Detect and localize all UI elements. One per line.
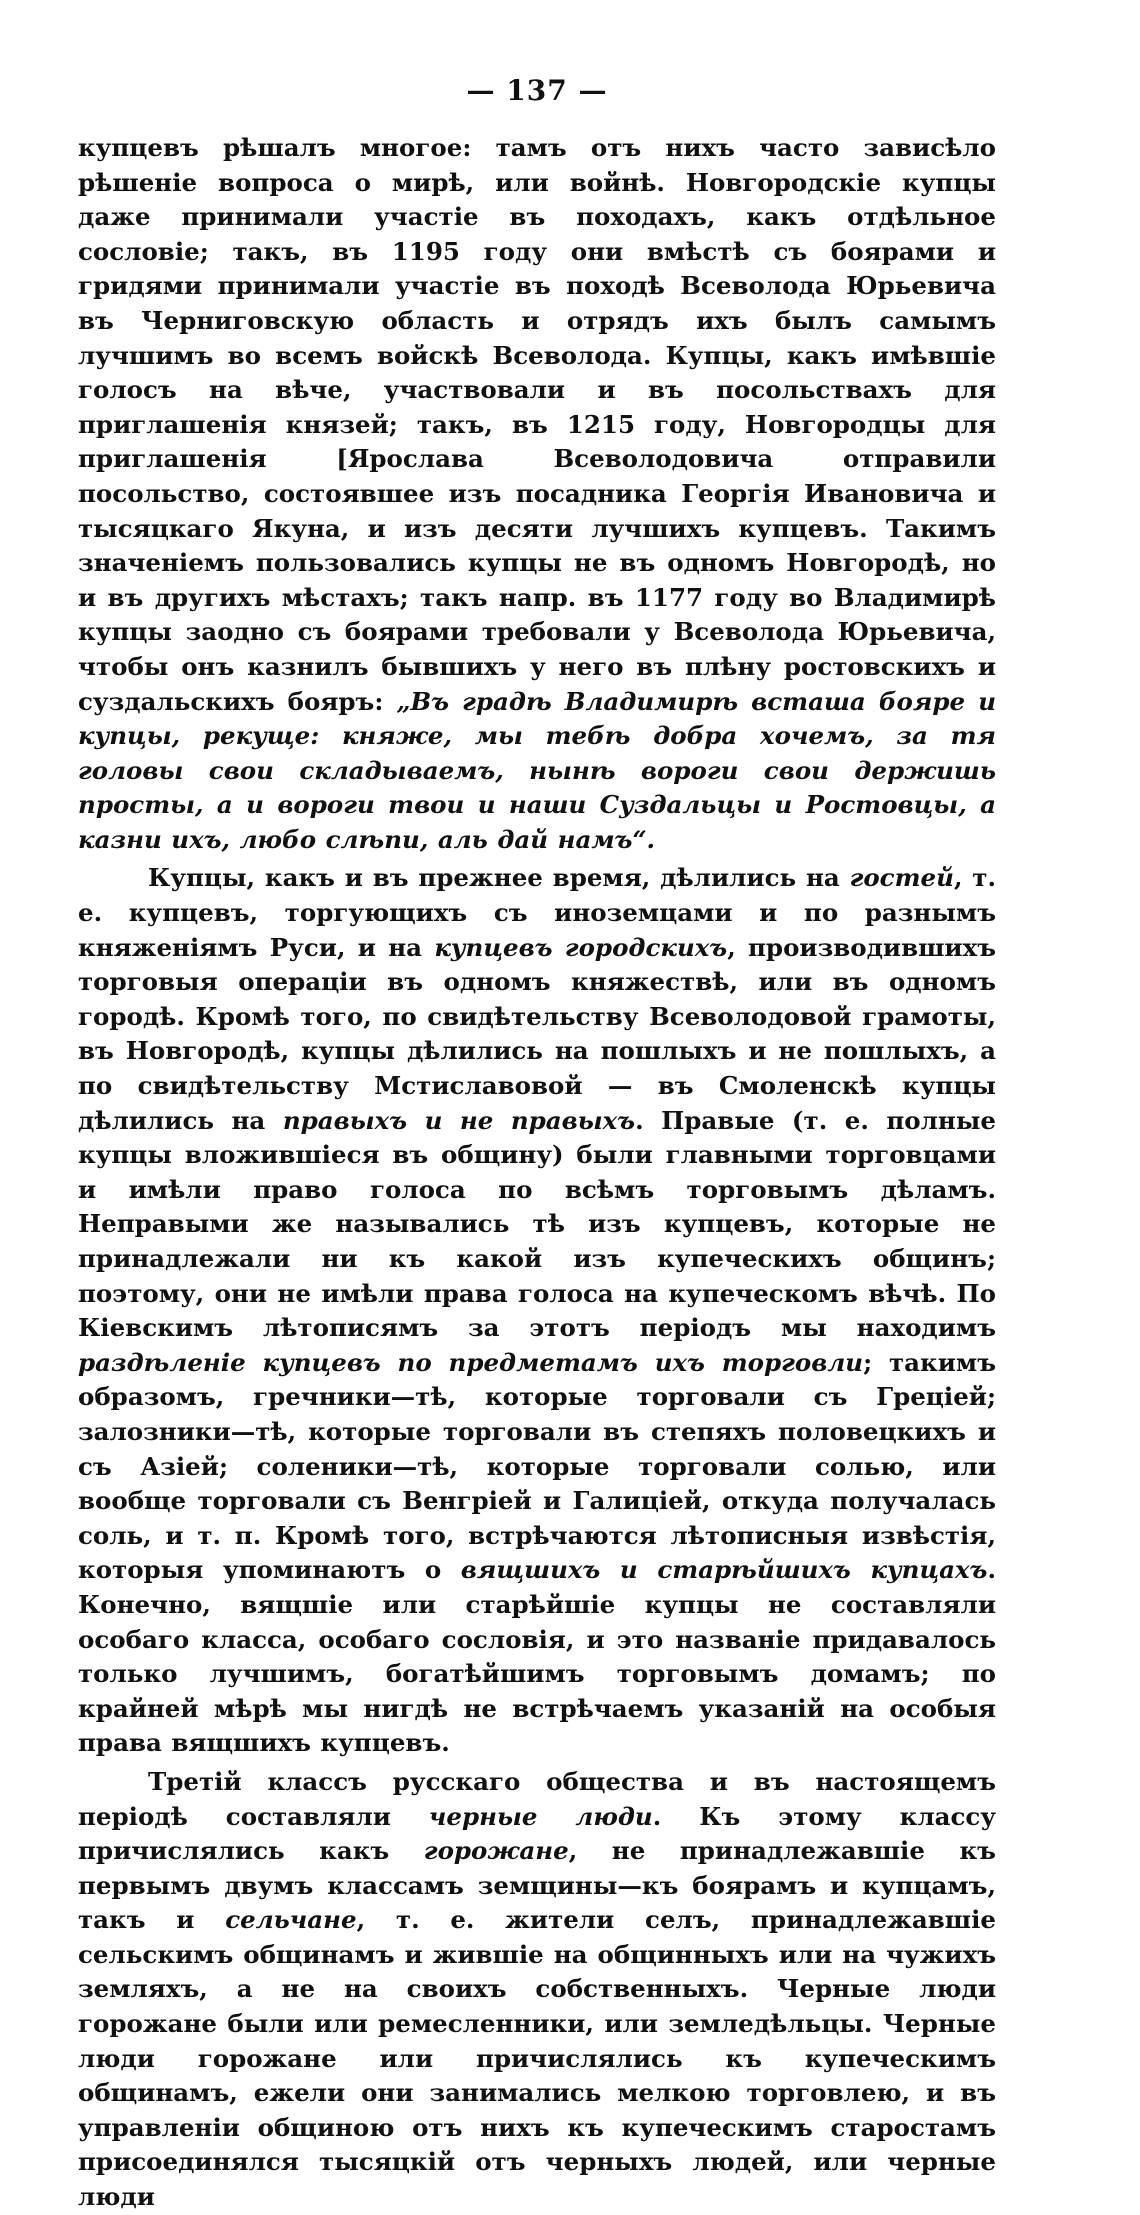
italic-text-segment: купцевъ городскихъ [434,932,728,962]
text-segment: купцевъ рѣшалъ многое: тамъ отъ нихъ часто зависѣло рѣшеніе вопроса о мирѣ, или войнѣ. Новгородскіе купцы даже принимали участіе въ походахъ, какъ отдѣльное сословіе; такъ, въ 1195 году они вмѣстѣ съ боярами и гридями принимали участіе въ походѣ Всеволода Юрьевича въ Черниговскую область и отрядъ ихъ былъ самымъ лучшимъ во всемъ войскѣ Всеволода. Купцы, какъ имѣвшіе голосъ на вѣче, участвовали и въ посольствахъ для приглашенія князей; такъ, въ 1215 году, Новгородцы для приглашенія [Ярослава Всеволодовича отправили посольство, состоявшее изъ посадника Георгія Ивановича и тысяцкаго Якуна, и изъ десяти лучшихъ купцевъ. Такимъ значеніемъ пользовались купцы не въ одномъ Новгородѣ, но и въ другихъ мѣстахъ; такъ напр. въ 1177 году во Владимирѣ купцы заодно съ боярами требовали у Всеволода Юрьевича, чтобы онъ казнилъ бывшихъ у него въ плѣну ростовскихъ и суздальскихъ бояръ: [78,133,996,716]
text-segment: . Къ этому классу причислялись какъ [78,1801,996,1866]
text-segment: , т. е. купцевъ, торгующихъ съ иноземцами и по разнымъ княженіямъ Руси, и на [78,863,996,962]
italic-text-segment: „Въ градѣ Владимирѣ всташа бояре и купцы, рекуще: княже, мы тебѣ добра хочемъ, за тя головы свои складываемъ, нынѣ вороги свои держишь просты, а и вороги твои и наши Суздальцы и Ростовцы, а казни ихъ, любо слѣпи, аль дай намъ“. [78,686,997,854]
paragraph [78,1765,996,2215]
text-segment: , не принадлежавшіе къ первымъ двумъ классамъ земщины—къ боярамъ и купцамъ, такъ и [78,1836,996,1935]
italic-text-segment: правыхъ и не правыхъ [282,1105,636,1135]
italic-text-segment: сельчане [225,1905,357,1935]
text-segment: Третій классъ русскаго общества и въ настоящемъ періодѣ составляли [78,1766,996,1831]
page-text-body [78,131,996,2215]
text-segment: , производившихъ торговыя операціи въ одномъ княжествѣ, или въ одномъ городѣ. Кромѣ того, по свидѣтельству Всеволодовой грамоты, въ Новгородѣ, купцы дѣлились на пошлыхъ и не пошлыхъ, а по свидѣтельству Мстиславовой — въ Смоленскѣ купцы дѣлились на [78,932,997,1135]
paragraph [78,131,996,857]
italic-text-segment: вящшихъ и старѣйшихъ купцахъ [460,1555,988,1585]
paragraph [78,861,996,1760]
italic-text-segment: гостей [849,863,954,893]
italic-text-segment: черные люди [428,1801,653,1831]
text-segment: ; такимъ образомъ, гречники—тѣ, которые торговали съ Греціей; залозники—тѣ, которые торговали въ степяхъ половецкихъ и съ Азіей; соленики—тѣ, которые торговали солью, или вообще торговали съ Венгріей и Галиціей, откуда получалась соль, и т. п. Кромѣ того, встрѣчаются лѣтописныя извѣстія, которыя упоминаютъ о [78,1347,996,1585]
text-segment: . Правые (т. е. полные купцы вложившіеся въ общину) были главными торговцами и имѣли право голоса по всѣмъ торговымъ дѣламъ. Неправыми же назывались тѣ изъ купцевъ, которые не принадлежали ни къ какой изъ купеческихъ общинъ; поэтому, они не имѣли права голоса на купеческомъ вѣчѣ. По Кіевскимъ лѣтописямъ за этотъ періодъ мы находимъ [78,1105,996,1343]
text-segment: , т. е. жители селъ, принадлежавшіе сельскимъ общинамъ и жившіе на общинныхъ или на чужихъ земляхъ, а не на своихъ собственныхъ. Черные люди горожане были или ремесленники, или земледѣльцы. Черные люди горожане или причислялись къ купеческимъ общинамъ, ежели они занимались мелкою торговлею, и въ управленіи общиною отъ нихъ къ купеческимъ старостамъ присоединялся тысяцкій отъ черныхъ людей, или черные люди [78,1905,996,2212]
text-segment: Купцы, какъ и въ прежнее время, дѣлились на [148,863,850,893]
book-page [78,60,996,2215]
italic-text-segment: раздѣленіе купцевъ по предметамъ ихъ торговли [78,1347,864,1377]
page-number: — 137 — [466,74,608,107]
text-segment: . Конечно, вящшіе или старѣйшіе купцы не составляли особаго класса, особаго сословія, и это названіе придавалось только лучшимъ, богатѣйшимъ торговымъ домамъ; по крайней мѣрѣ мы нигдѣ не встрѣчаемъ указаній на особыя права вящшихъ купцевъ. [78,1555,996,1758]
italic-text-segment: горожане [423,1836,569,1866]
